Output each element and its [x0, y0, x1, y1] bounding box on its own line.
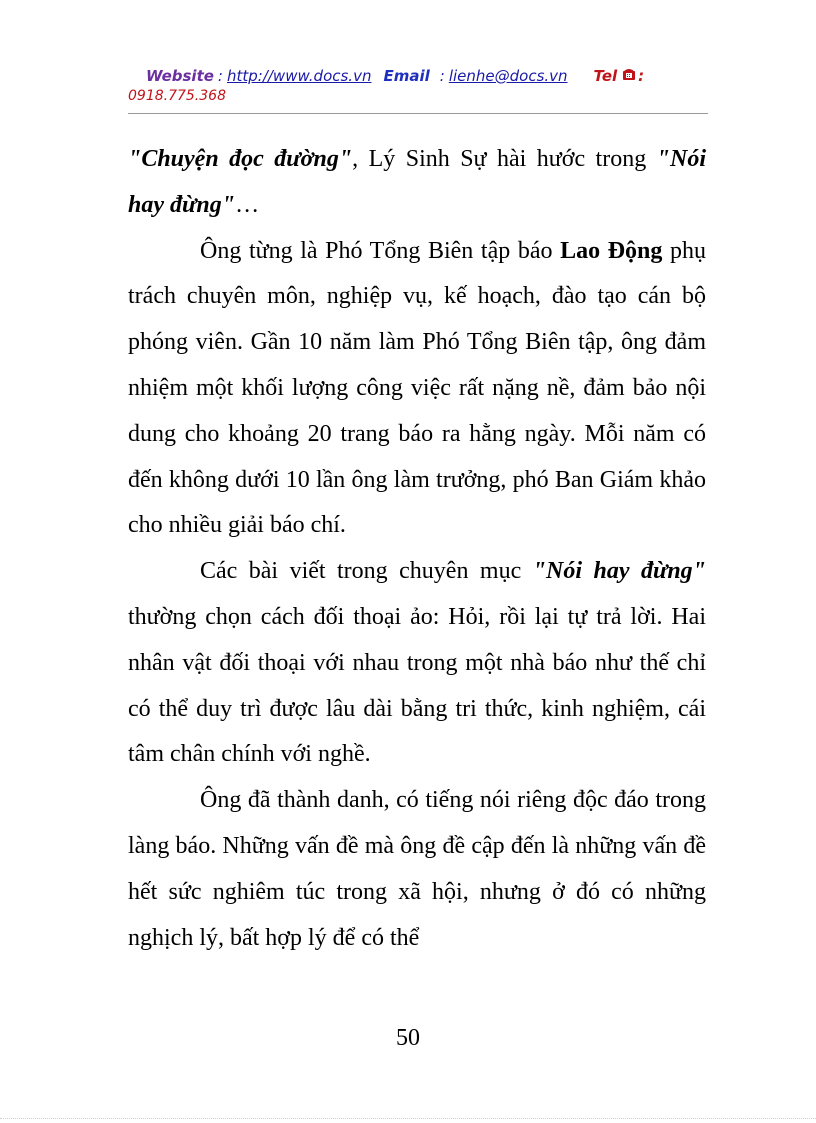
phone-number: 0918.775.368 [128, 88, 226, 104]
paragraph-3-text-start: Các bài viết trong chuyên mục [200, 558, 533, 585]
email-link[interactable]: lienhe@docs.vn [448, 67, 568, 85]
paragraph-2-text-start: Ông từng là Phó Tổng Biên tập báo [200, 237, 561, 264]
page-header [128, 66, 708, 106]
header-contact-line [128, 66, 708, 86]
newspaper-name: Lao Động [560, 237, 663, 264]
tel-colon: : [638, 67, 645, 85]
website-colon: : [217, 67, 223, 85]
header-divider [128, 113, 708, 114]
phone-icon [622, 66, 636, 86]
paragraph-1-text: , Lý Sinh Sự hài hước trong [352, 146, 657, 172]
column-title-noi-hay-dung: "Nói hay đừng" [128, 146, 706, 218]
email-colon: : [439, 67, 445, 85]
column-title-chuyen-doc-duong: "Chuyện đọc đường" [128, 146, 353, 172]
paragraph-3 [128, 549, 706, 778]
email-label: Email [383, 67, 430, 85]
website-label: Website [146, 67, 214, 85]
paragraph-1-ellipsis: … [235, 191, 260, 218]
tel-label: Tel [593, 67, 618, 85]
paragraph-2-text-rest: phụ trách chuyên môn, nghiệp vụ, kế hoạch, đào tạo cán bộ phóng viên. Gần 10 năm làm Phó Tổng Biên tập, ông đảm nhiệm một khối lượng công việc rất nặng nề, đảm bảo nội dung cho khoảng 20 trang báo ra hằng ngày. Mỗi năm có đến không dưới 10 lần ông làm trưởng, phó Ban Giám khảo cho nhiều giải báo chí. [128, 237, 707, 539]
paragraph-2 [128, 229, 706, 550]
page-bottom-divider [0, 1118, 816, 1119]
website-link[interactable]: http://www.docs.vn [226, 67, 372, 85]
paragraph-3-text-rest: thường chọn cách đối thoại ảo: Hỏi, rồi lại tự trả lời. Hai nhân vật đối thoại với nhau trong một nhà báo như thế chỉ có thể duy trì được lâu dài bằng tri thức, kinh nghiệm, cái tâm chân chính với nghề. [128, 603, 706, 768]
column-title-noi-hay-dung-2: "Nói hay đừng" [532, 558, 707, 585]
document-body [128, 137, 706, 961]
paragraph-4: Ông đã thành danh, có tiếng nói riêng độc đáo trong làng báo. Những vấn đề mà ông đề cập đến là những vấn đề hết sức nghiêm túc trong xã hội, nhưng ở đó có những nghịch lý, bất hợp lý để có thể [128, 787, 706, 951]
page-number: 50 [396, 1025, 420, 1051]
paragraph-1 [128, 137, 706, 229]
